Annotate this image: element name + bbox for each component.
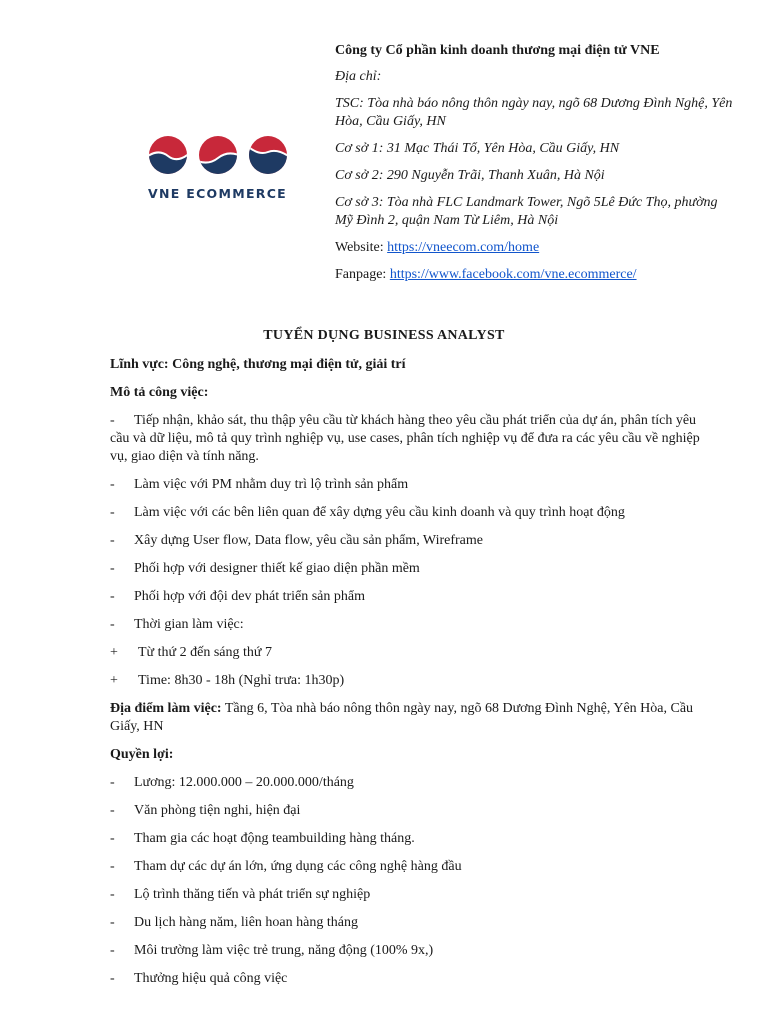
benefit-text: Tham gia các hoạt động teambuilding hàng tháng. [134,831,415,846]
job-desc-item [110,532,716,550]
job-desc-item [110,588,716,606]
benefit-item [110,886,716,904]
fanpage-line [335,266,735,284]
dash-mark: - [110,505,115,520]
benefit-item [110,914,716,932]
work-time-item [110,644,716,662]
job-desc-text: Làm việc với PM nhằm duy trì lộ trình sản phẩm [134,477,409,492]
work-time-text: Time: 8h30 - 18h (Nghỉ trưa: 1h30p) [138,673,345,688]
dash-mark: - [110,589,115,604]
dash-mark: - [110,477,115,492]
job-desc-item [110,616,716,634]
dash-mark: - [110,413,115,428]
work-time-item [110,672,716,690]
address-branch-3: Cơ sở 3: Tòa nhà FLC Landmark Tower, Ngõ 5Lê Đức Thọ, phường Mỹ Đình 2, quận Nam Từ Liêm, Hà Nội [335,195,718,228]
benefit-item [110,830,716,848]
company-logo [140,100,300,210]
dash-mark: - [110,887,115,902]
plus-mark: + [110,673,118,688]
dash-mark: - [110,617,115,632]
company-name: Công ty Cổ phần kinh doanh thương mại điện tử VNE [335,43,660,58]
work-time-text: Từ thứ 2 đến sáng thứ 7 [138,645,272,660]
benefit-text: Môi trường làm việc trẻ trung, năng động (100% 9x,) [134,943,434,958]
benefit-text: Thưởng hiệu quả công việc [134,971,288,986]
dash-mark: - [110,561,115,576]
dash-mark: - [110,803,115,818]
benefit-text: Lương: 12.000.000 – 20.000.000/tháng [134,775,354,790]
field-line: Lĩnh vực: Công nghệ, thương mại điện tử, giải trí [110,357,406,372]
benefits-heading: Quyền lợi: [110,747,174,762]
website-link[interactable]: https://vneecom.com/home [387,240,540,255]
job-desc-text: Thời gian làm việc: [134,617,244,632]
dash-mark: - [110,859,115,874]
website-label: Website: [335,240,388,255]
location-label: Địa điểm làm việc: [110,701,222,716]
fanpage-label: Fanpage: [335,267,390,282]
job-desc-text: Xây dựng User flow, Data flow, yêu cầu sản phẩm, Wireframe [134,533,483,548]
address-hq: TSC: Tòa nhà báo nông thôn ngày nay, ngõ 68 Dương Đình Nghệ, Yên Hòa, Cầu Giấy, HN [335,96,733,129]
dash-mark: - [110,831,115,846]
logo-circles-icon [140,100,300,190]
dash-mark: - [110,971,115,986]
logo-text: VNE ECOMMERCE [148,186,288,201]
job-desc-item [110,476,716,494]
job-desc-text: Tiếp nhận, khảo sát, thu thập yêu cầu từ khách hàng theo yêu cầu phát triển của dự án, phân tích yêu cầu và dữ liệu, mô tả quy trình nghiệp vụ, use cases, phân tích nghiệp vụ để đưa ra các yêu cầu về nghiệp vụ, giao diện và tính năng. [110,413,700,464]
benefit-text: Du lịch hàng năm, liên hoan hàng tháng [134,915,358,930]
website-line [335,239,735,257]
job-desc-text: Làm việc với các bên liên quan để xây dựng yêu cầu kinh doanh và quy trình hoạt động [134,505,625,520]
dash-mark: - [110,775,115,790]
benefit-item [110,858,716,876]
benefit-text: Lộ trình thăng tiến và phát triển sự nghiệp [134,887,371,902]
job-desc-text: Phối hợp với đội dev phát triển sản phẩm [134,589,365,604]
fanpage-link[interactable]: https://www.facebook.com/vne.ecommerce/ [389,267,637,282]
benefit-item [110,802,716,820]
job-desc-item [110,412,716,466]
benefit-item [110,774,716,792]
dash-mark: - [110,915,115,930]
benefit-text: Tham dự các dự án lớn, ứng dụng các công nghệ hàng đầu [134,859,462,874]
job-content [110,356,716,998]
job-title: TUYỂN DỤNG BUSINESS ANALYST [263,328,505,343]
location-text: Tầng 6, Tòa nhà báo nông thôn ngày nay, ngõ 68 Dương Đình Nghệ, Yên Hòa, Cầu Giấy, HN [110,701,694,734]
plus-mark: + [110,645,118,660]
address-branch-2: Cơ sở 2: 290 Nguyễn Trãi, Thanh Xuân, Hà Nội [335,168,605,183]
company-info [335,42,735,293]
address-branch-1: Cơ sở 1: 31 Mạc Thái Tổ, Yên Hòa, Cầu Giấy, HN [335,141,620,156]
dash-mark: - [110,533,115,548]
job-desc-text: Phối hợp với designer thiết kế giao diện phần mềm [134,561,420,576]
location-line [110,700,716,736]
dash-mark: - [110,943,115,958]
job-desc-item [110,504,716,522]
benefit-text: Văn phòng tiện nghi, hiện đại [134,803,301,818]
benefit-item [110,942,716,960]
address-label: Địa chỉ: [335,69,382,84]
job-desc-item [110,560,716,578]
job-desc-heading: Mô tả công việc: [110,385,209,400]
benefit-item [110,970,716,988]
